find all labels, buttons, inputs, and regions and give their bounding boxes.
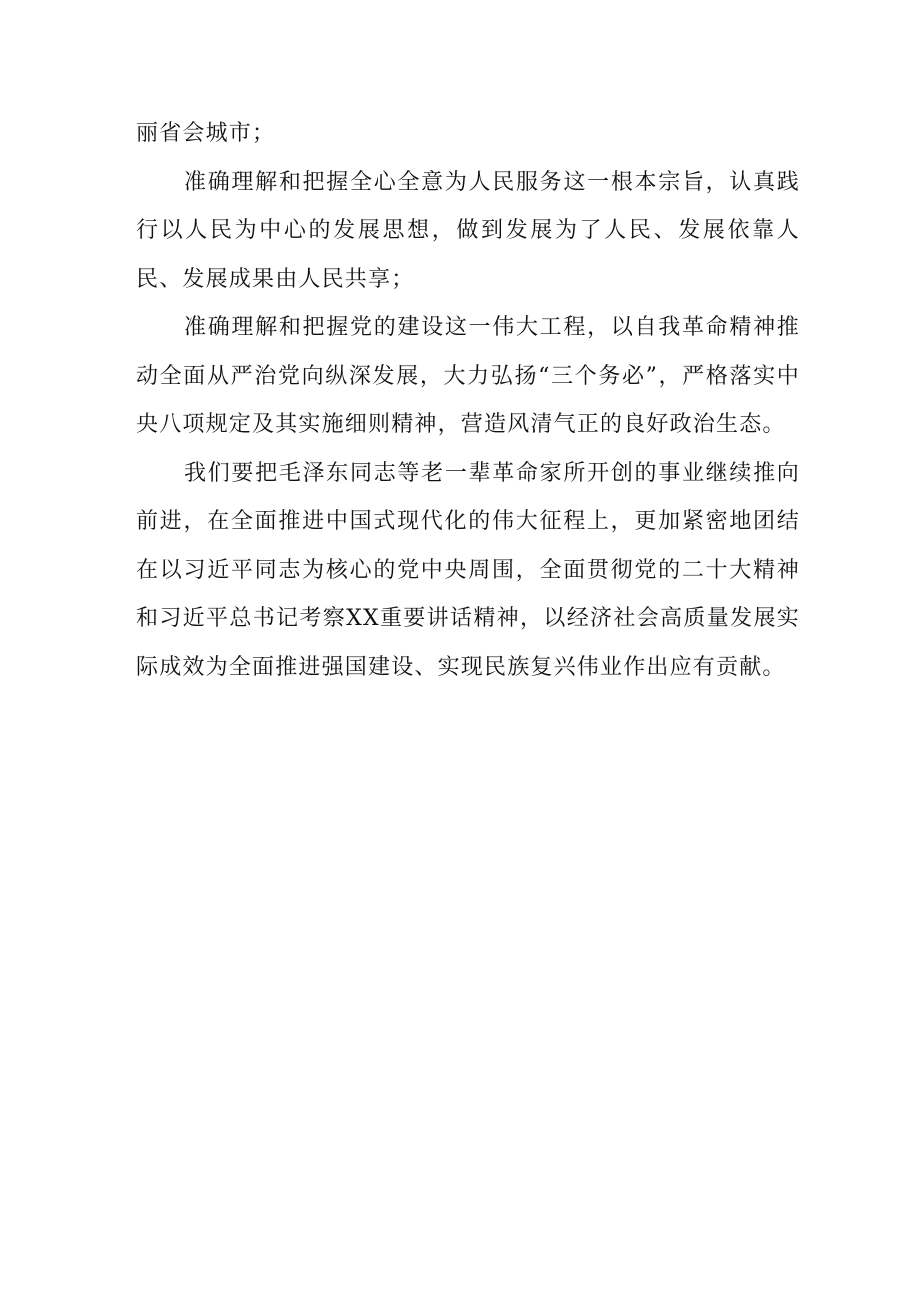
paragraph-conclusion: 我们要把毛泽东同志等老一辈革命家所开创的事业继续推向前进，在全面推进中国式现代化的伟大征程上，更加紧密地团结在以习近平同志为核心的党中央周围，全面贯彻党的二十大精神和习近平总书记考察XX重要讲话精神，以经济社会高质量发展实际成效为全面推进强国建设、实现民族复兴伟业作出应有贡献。 [136,460,800,680]
paragraph-people-service: 准确理解和把握全心全意为人民服务这一根本宗旨，认真践行以人民为中心的发展思想，做到发展为了人民、发展依靠人民、发展成果由人民共享； [136,169,800,292]
document-body [136,110,800,692]
paragraph-continuation: 丽省会城市； [136,121,276,146]
paragraph-party-building: 准确理解和把握党的建设这一伟大工程，以自我革命精神推动全面从严治党向纵深发展，大力弘扬“三个务必”，严格落实中央八项规定及其实施细则精神，营造风清气正的良好政治生态。 [136,315,800,437]
